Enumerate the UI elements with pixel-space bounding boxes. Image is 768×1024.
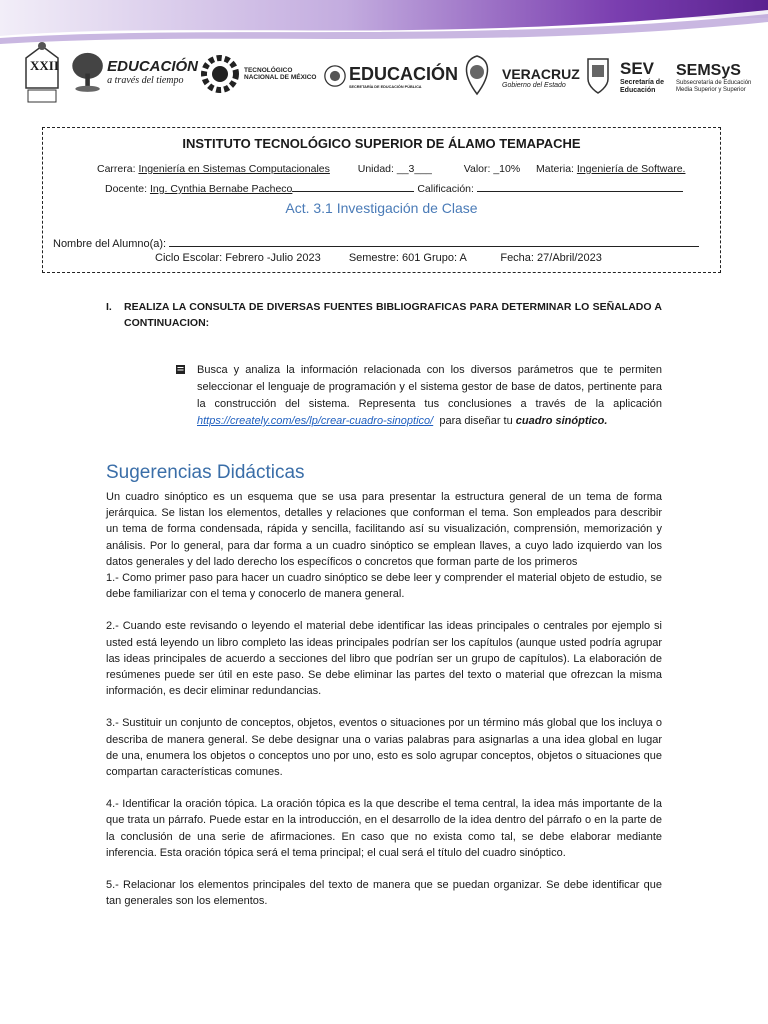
semsys-title: SEMSyS [676,62,741,79]
tecnm-line1: TECNOLÓGICO [244,67,293,74]
veracruz-shield-logo [584,54,614,96]
semsys-sub: Subsecretaría de Educación Media Superior y Superior [676,80,752,93]
task-bullet [176,362,662,430]
instruction-text: REALIZA LA CONSULTA DE DIVERSAS FUENTES BIBLIOGRAFICAS PARA DETERMINAR LO SEÑALADO A CONTINUACION: [124,301,662,329]
creately-link[interactable]: https://creately.com/es/lp/crear-cuadro-sinoptico/ [197,415,434,427]
bullet-square-icon [176,365,185,374]
alumno-line [53,236,699,250]
educacion-tiempo-logo [70,44,198,100]
paragraph-step-2: 2.- Cuando este revisando o leyendo el material debe identificar las ideas principales o centrales por ejemplo si usted está leyendo un libro completo las ideas principales podrían ser los capítulos (aunque usted podría agrupar las ideas principales de acuerdo a secciones del libro que podrían ser un grupo de capítulos). La elaboración de resúmenes puede ser útil en este paso. Se debe eliminar las partes del texto o material que ofrezcan la misma información, es decir eliminar redundancias. [106,620,662,698]
shield-icon [584,55,612,95]
anniversary-number: XXII [30,58,59,73]
alumno-blank[interactable] [169,236,699,247]
unidad-value: __3___ [396,163,432,175]
task-text [197,362,662,430]
paragraph-intro: Un cuadro sinóptico es un esquema que se usa para presentar la estructura general de un tema de forma jerárquica. Se listan los elementos, detalles y relaciones que conforman el tema. Son empleados para describir un tema de forma condensada, rápida y sencilla, facilitando así su visualización, comprensión, memorización y análisis. Por lo general, para dar forma a un cuadro sinóptico se emplean llaves, a cuyo lado izquierdo van los datos generales y del lado derecho los específicos o concretos que forman parte de los primeros [106,491,662,568]
tecnm-logo [200,52,326,96]
docente-line [105,181,683,195]
activity-title: Act. 3.1 Investigación de Clase [285,200,478,216]
institute-name: INSTITUTO TECNOLÓGICO SUPERIOR DE ÁLAMO TEMAPACHE [182,136,581,151]
alumno-label: Nombre del Alumno(a): [53,238,167,250]
veracruz-title: VERACRUZ [502,65,580,82]
educacion-sep-logo [324,56,458,96]
docente-blank [292,181,414,192]
educacion-sep-sub: SECRETARÍA DE EDUCACIÓN PÚBLICA [348,84,422,89]
docente-label: Docente: [105,183,148,195]
carrera-label: Carrera: [97,163,136,175]
tree-icon [70,44,105,100]
section-title: Sugerencias Didácticas [106,462,305,483]
educacion-tiempo-sub: a través del tiempo [107,75,184,86]
carrera-value: Ingeniería en Sistemas Computacionales [138,163,330,175]
sev-title: SEV [620,59,655,78]
semsys-logo [676,56,768,100]
tecnm-line2: NACIONAL DE MÉXICO [244,74,317,81]
valor-value: _10% [493,163,521,175]
state-seal-logo [460,54,496,96]
calificacion-label: Calificación: [417,183,474,195]
materia-value: Ingeniería de Software. [576,163,686,175]
gear-icon [200,54,240,94]
anniversary-logo [18,40,66,106]
paragraph-step-4: 4.- Identificar la oración tópica. La oración tópica es la que describe el tema central, la idea más importante de la que trata un párrafo. Puede estar en la introducción, en el desarrollo de la idea dentro del párrafo o en la parte de la conclusión de una serie de afirmaciones. En caso que no exista como tal, se debe elaborar mediante inferencia. Esta oración tópica será el tema principal; el cual será el título del cuadro sinóptico. [106,798,662,859]
paragraph-step-1: 1.- Como primer paso para hacer un cuadro sinóptico se debe leer y comprender el material objeto de estudio, se debe familiarizar con el tema y conocerlo de manera general. [106,572,662,601]
fecha-text: Fecha: 27/Abril/2023 [500,252,602,264]
seal-icon [460,54,494,96]
sev-sub: Secretaría de Educación [620,79,664,94]
instruction [106,299,662,331]
sev-logo [620,56,678,98]
task-text-after: para diseñar tu [439,415,513,427]
instruction-number: I. [106,301,112,313]
veracruz-sub: Gobierno del Estado [502,81,566,89]
carrera-line [97,163,685,175]
valor-label: Valor: [463,163,491,175]
ciclo-text: Ciclo Escolar: Febrero -Julio 2023 [155,252,321,264]
educacion-sep-title: EDUCACIÓN [348,63,458,84]
logo-strip [14,38,764,108]
body-text [106,489,662,909]
educacion-tiempo-title: EDUCACIÓN [107,58,198,75]
task-text-main: Busca y analiza la información relacionada con los diversos parámetros que te permiten seleccionar el lenguaje de programación y el sistema gestor de base de datos, pertinente para la construcción del sistema. Representa tus conclusiones a través de la aplicación [197,364,662,410]
veracruz-logo [502,60,586,94]
docente-value: Ing. Cynthia Bernabe Pacheco [149,183,293,195]
unidad-label: Unidad: [357,163,394,175]
task-emphasis: cuadro sinóptico. [515,415,608,427]
header-box [42,127,721,273]
shield-seal-icon [324,61,346,91]
materia-label: Materia: [536,163,574,175]
paragraph-step-5: 5.- Relacionar los elementos principales del texto de manera que se puedan organizar. Se debe identificar que tan generales son los elementos. [106,879,662,908]
calificacion-blank[interactable] [477,181,683,192]
ciclo-line [155,252,602,264]
semestre-text: Semestre: 601 Grupo: A [348,252,467,264]
paragraph-step-3: 3.- Sustituir un conjunto de conceptos, objetos, eventos o situaciones por un término más global que los incluya o describa de manera general. Se debe designar una o varias palabras para asignarlas a una idea global en lugar de una, enumera los objetos o conceptos uno por uno, esto es solo agrupar conceptos, objetos o situaciones que compartan características comunes. [106,717,662,779]
